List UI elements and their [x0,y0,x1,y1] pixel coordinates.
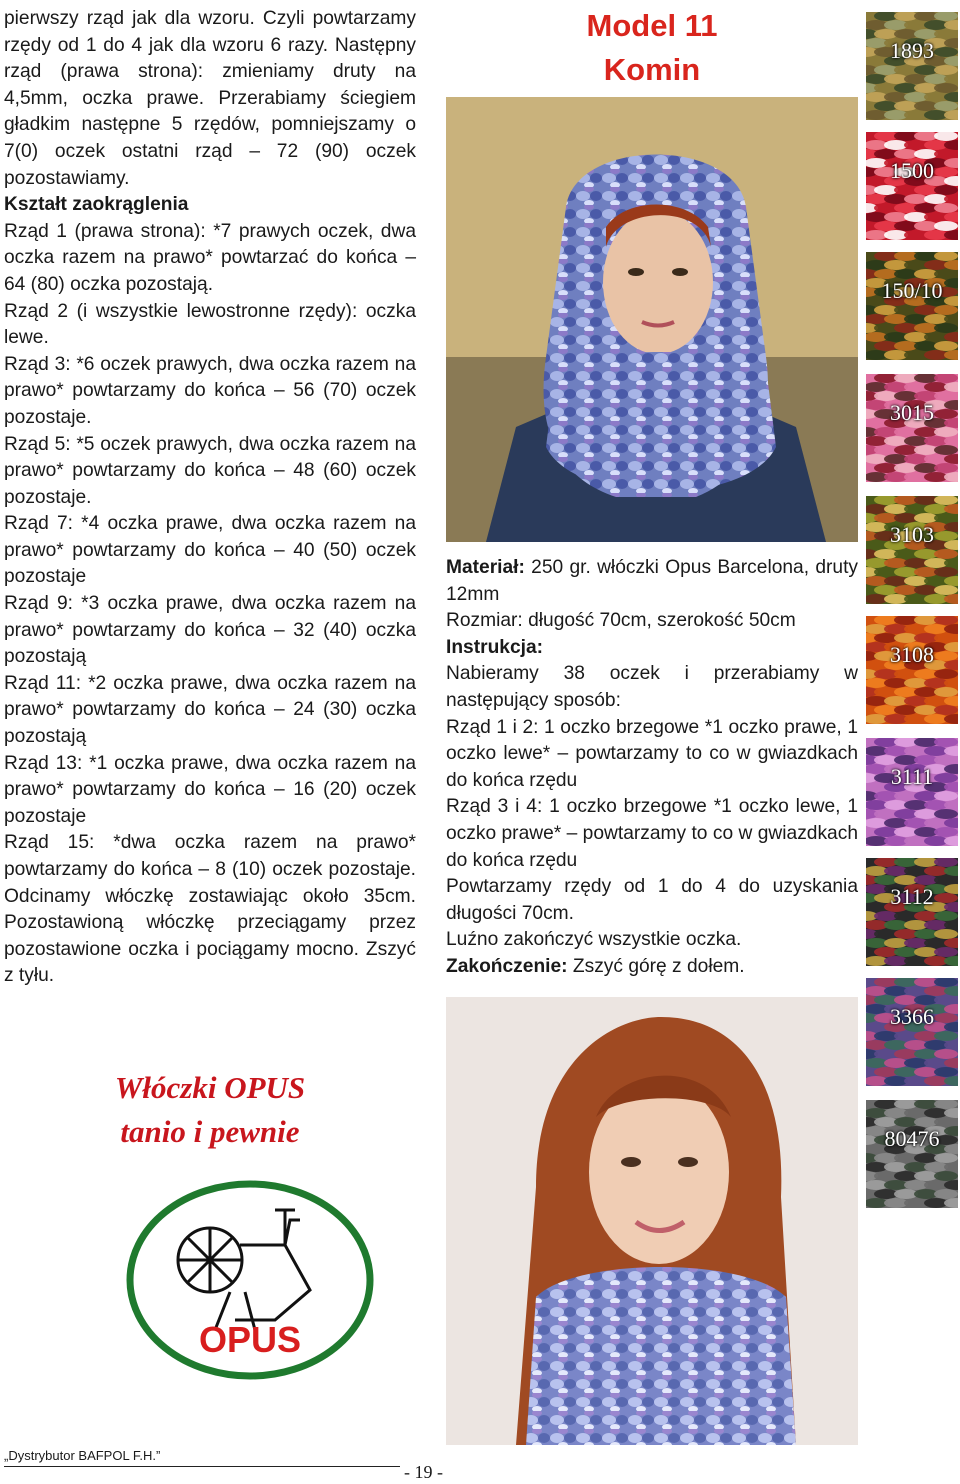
brand-slogan [60,1066,360,1154]
color-swatch [866,132,958,240]
color-swatch [866,12,958,120]
paragraph: Rząd 7: *4 oczka prawe, dwa oczka razem na prawo* powtarzamy do końca – 40 (50) oczek pozostaje [4,513,416,588]
swatch-code: 3112 [890,884,934,909]
finish-text: Zszyć górę z dołem. [567,955,745,977]
size-line: Rozmiar: długość 70cm, szerokość 50cm [446,610,796,632]
finish-line [446,954,858,981]
swatch-code: 3015 [890,400,934,425]
slogan-line-1: Włóczki OPUS [114,1070,306,1105]
color-swatch [866,616,958,724]
swatch-code: 1500 [890,158,934,183]
yarn-swatch-image [866,252,958,360]
color-swatch [866,858,958,966]
instructions-left-column [4,6,416,990]
model-title [446,4,858,92]
swatch-code: 3111 [890,764,934,789]
yarn-swatch-image [866,496,958,604]
color-swatch [866,978,958,1086]
model-photo-neck [446,997,858,1445]
photo-illustration [446,97,858,542]
opus-logo [125,1180,375,1380]
yarn-swatch-image [866,616,958,724]
yarn-swatch-image [866,738,958,846]
swatch-code: 3366 [890,1004,934,1029]
paragraph: Rząd 3: *6 oczek prawych, dwa oczka razem na prawo* powtarzamy do końca – 56 (70) oczek pozostaje. [4,353,416,428]
paragraph: Nabieramy 38 oczek i przerabiamy w następujący sposób: [446,663,858,711]
yarn-swatch-image [866,1100,958,1208]
color-swatch [866,496,958,604]
spinning-wheel-logo-icon [125,1180,375,1380]
color-swatch [866,252,958,360]
color-swatch [866,374,958,482]
instructions-label: Instrukcja: [446,636,544,658]
swatch-code: 3103 [890,522,934,547]
slogan-line-2: tanio i pewnie [120,1114,300,1149]
model-name: Komin [603,52,701,87]
paragraph: Rząd 15: *dwa oczka razem na prawo* powtarzamy do końca – 8 (10) oczek pozostaje. Odcinamy włóczkę zostawiając około 35cm. Pozostawioną włóczkę przeciągamy przez pozostawione oczka i pociągamy mocno. Zszyć z tyłu. [4,832,416,987]
paragraph: Luźno zakończyć wszystkie oczka. [446,929,742,951]
distributor-note: „Dystrybutor BAFPOL F.H.” [4,1448,161,1463]
color-swatch [866,738,958,846]
footer-divider [4,1466,400,1467]
instructions-right-column [446,555,858,981]
material-text: 250 gr. włóczki Opus Barcelona, druty 12mm [446,557,858,605]
swatch-code: 150/10 [881,278,943,303]
paragraph: Powtarzamy rzędy od 1 do 4 do uzyskania długości 70cm. [446,876,858,924]
swatch-code: 80476 [884,1126,940,1151]
model-number: Model 11 [586,8,718,43]
section-heading: Kształt zaokrąglenia [4,194,189,216]
material-line [446,555,858,608]
paragraph: Rząd 2 (i wszystkie lewostronne rzędy): oczka lewe. [4,300,416,349]
yarn-swatch-image [866,978,958,1086]
paragraph: Rząd 11: *2 oczka prawe, dwa oczka razem na prawo* powtarzamy do końca – 24 (30) oczka pozostają [4,672,416,748]
paragraph: Rząd 1 (prawa strona): *7 prawych oczek, dwa oczka razem na prawo* powtarzać do końca – 64 (80) oczka pozostają. [4,220,416,295]
color-swatch [866,1100,958,1208]
paragraph: Rząd 13: *1 oczka prawe, dwa oczka razem na prawo* powtarzamy do końca – 16 (20) oczek pozostaje [4,752,416,827]
paragraph: Rząd 3 i 4: 1 oczko brzegowe *1 oczko lewe, 1 oczko prawe* – powtarzamy to co w gwiazdkach do końca rzędu [446,796,858,871]
yarn-swatch-image [866,374,958,482]
yarn-swatch-image [866,858,958,966]
page-number: - 19 - [404,1462,443,1482]
model-photo-hooded [446,97,858,542]
yarn-swatch-image [866,132,958,240]
photo-illustration [446,997,858,1445]
paragraph: Rząd 9: *3 oczka prawe, dwa oczka razem na prawo* powtarzamy do końca – 32 (40) oczka pozostają [4,593,416,668]
swatch-code: 3108 [890,642,934,667]
material-label: Materiał: [446,557,525,578]
swatch-code: 1893 [890,38,934,63]
paragraph: Rząd 5: *5 oczek prawych, dwa oczka razem na prawo* powtarzamy do końca – 48 (60) oczek pozostaje. [4,433,416,508]
finish-label: Zakończenie: [446,955,568,977]
paragraph: pierwszy rząd jak dla wzoru. Czyli powtarzamy rzędy od 1 do 4 jak dla wzoru 6 razy. Następny rząd (prawa strona): zmieniamy druty na 4,5mm, oczka prawe. Przerabiamy ściegiem gładkim następne 5 rzędów, pomniejszamy o 7(0) oczek ostatni rząd – 72 (90) oczek pozostawiamy. [4,8,416,189]
logo-wordmark: OPUS [198,1319,302,1360]
yarn-swatch-image [866,12,958,120]
paragraph: Rząd 1 i 2: 1 oczko brzegowe *1 oczko prawe, 1 oczko lewe* – powtarzamy to co w gwiazdkach do końca rzędu [446,716,858,791]
